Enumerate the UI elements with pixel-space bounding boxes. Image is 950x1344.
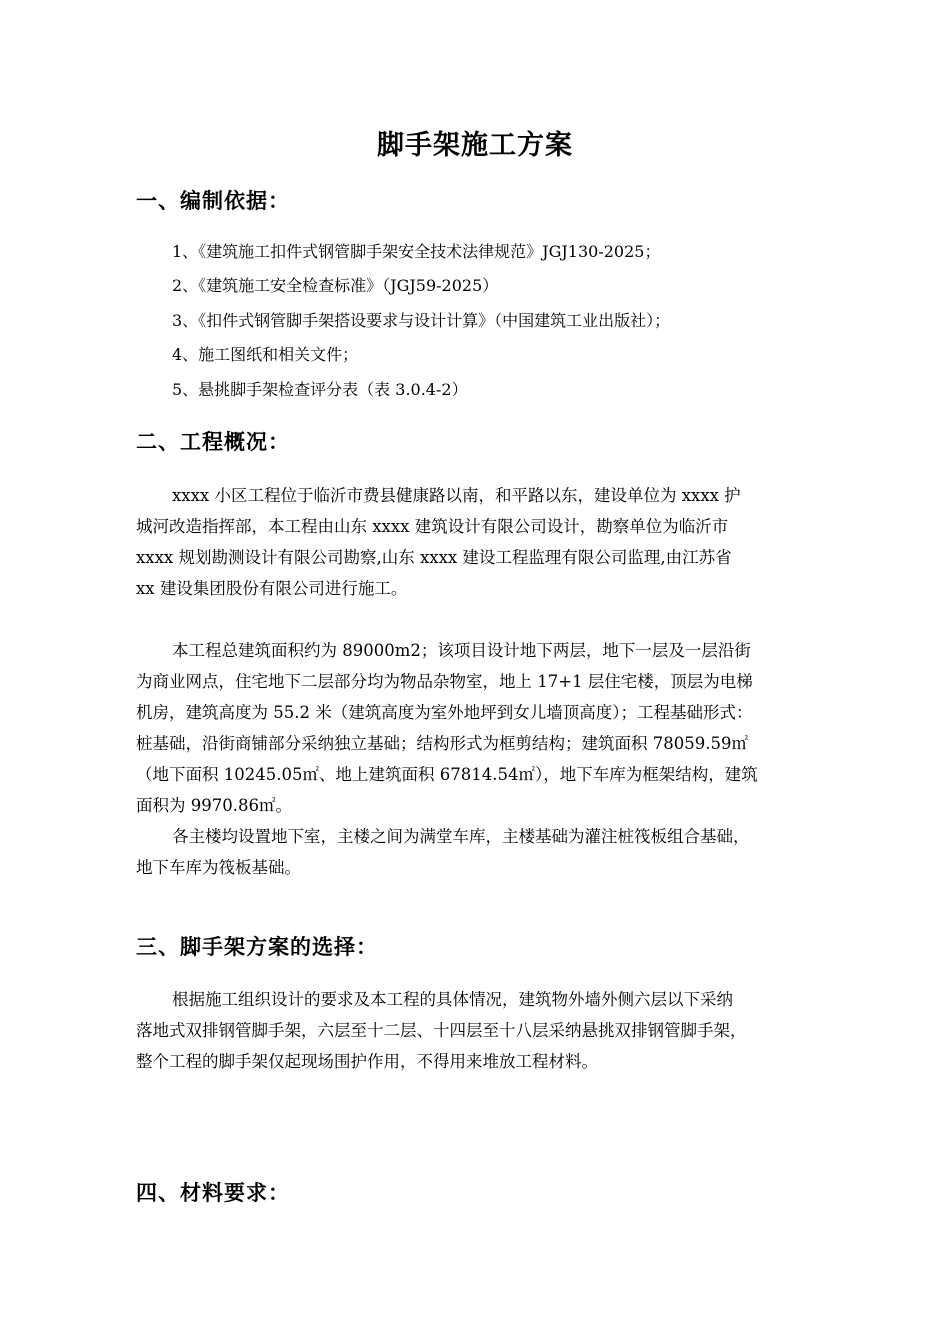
list-item: 4、施工图纸和相关文件； [172, 345, 359, 364]
paragraph-line: 桩基础，沿街商铺部分采纳独立基础；结构形式为框剪结构；建筑面积 78059.59㎡ [136, 734, 748, 753]
list-item: 2、《建筑施工安全检查标准》（JGJ59-2025） [172, 276, 499, 295]
paragraph-line: 为商业网点，住宅地下二层部分均为物品杂物室，地上 17+1 层住宅楼，顶层为电梯 [136, 672, 753, 691]
list-item: 3、《扣件式钢管脚手架搭设要求与设计计算》（中国建筑工业出版社）； [172, 311, 671, 330]
paragraph-line: xxxx 规划勘测设计有限公司勘察,山东 xxxx 建设工程监理有限公司监理,由江苏省 [136, 548, 732, 567]
paragraph-line: 根据施工组织设计的要求及本工程的具体情况，建筑物外墙外侧六层以下采纳 [172, 990, 733, 1009]
section-heading-materials: 四、材料要求： [136, 1180, 290, 1205]
paragraph-line: 地下车库为筏板基础。 [136, 858, 301, 877]
paragraph-line: 整个工程的脚手架仅起现场围护作用，不得用来堆放工程材料。 [136, 1052, 598, 1071]
section-heading-overview: 二、工程概况： [136, 429, 290, 454]
paragraph-line: 各主楼均设置地下室，主楼之间为满堂车库，主楼基础为灌注桩筏板组合基础， [172, 827, 750, 846]
paragraph-line: 本工程总建筑面积约为 89000m2；该项目设计地下两层，地下一层及一层沿街 [172, 641, 751, 660]
document-title: 脚手架施工方案 [377, 130, 573, 161]
paragraph-overview-2 [136, 635, 832, 821]
paragraph-line: xx 建设集团股份有限公司进行施工。 [136, 579, 408, 598]
section-heading-basis: 一、编制依据： [136, 188, 290, 213]
paragraph-line: 落地式双排钢管脚手架，六层至十二层、十四层至十八层采纳悬挑双排钢管脚手架， [136, 1021, 747, 1040]
section-heading-scheme: 三、脚手架方案的选择： [136, 934, 378, 959]
paragraph-overview-3 [136, 821, 832, 883]
paragraph-overview-1 [136, 480, 832, 604]
list-item: 5、悬挑脚手架检查评分表（表 3.0.4-2） [172, 380, 468, 399]
list-item: 1、《建筑施工扣件式钢管脚手架安全技术法律规范》JGJ130-2025； [172, 242, 661, 261]
paragraph-line: 机房，建筑高度为 55.2 米（建筑高度为室外地坪到女儿墙顶高度）；工程基础形式： [136, 703, 753, 722]
paragraph-scheme [136, 984, 832, 1077]
paragraph-line: 城河改造指挥部，本工程由山东 xxxx 建筑设计有限公司设计，勘察单位为临沂市 [136, 517, 729, 536]
paragraph-line: 面积为 9970.86㎡。 [136, 796, 292, 815]
paragraph-line: xxxx 小区工程位于临沂市费县健康路以南，和平路以东，建设单位为 xxxx 护 [172, 486, 741, 505]
paragraph-line: （地下面积 10245.05㎡、地上建筑面积 67814.54㎡），地下车库为框架结构，建筑 [136, 765, 758, 784]
